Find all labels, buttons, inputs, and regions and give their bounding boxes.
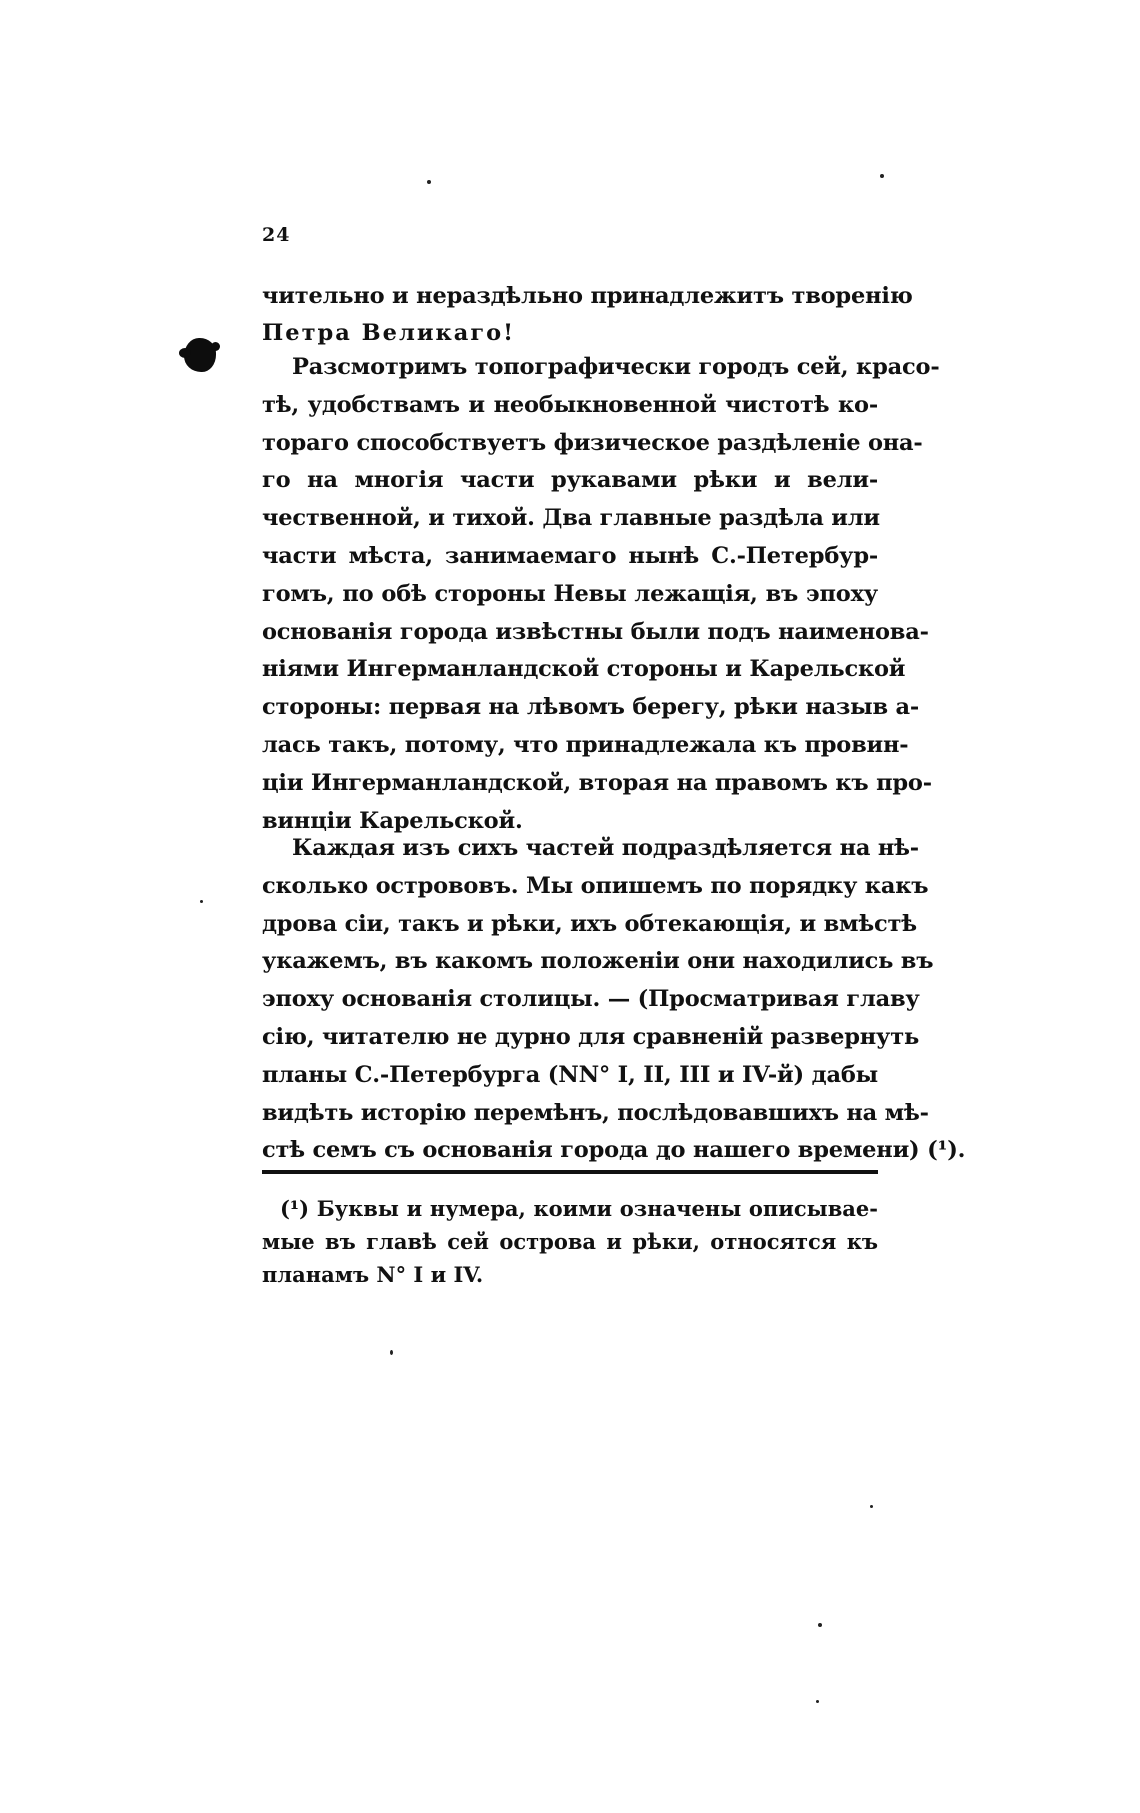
text-line: сію, читателю не дурно для сравненій развернуть: [262, 1023, 920, 1050]
text-line: основанія города извѣстны были подъ наименова-: [262, 618, 929, 645]
paper-speck: [870, 1505, 873, 1508]
paragraph-continued: [262, 278, 913, 316]
text-line: видѣть исторію перемѣнъ, послѣдовавшихъ на мѣ-: [262, 1099, 929, 1126]
footnote: [262, 1192, 878, 1291]
ink-blot: [184, 338, 216, 372]
footnote-line: планамъ N° I и IV.: [262, 1262, 484, 1287]
text-line: Каждая изъ сихъ частей подраздѣляется на нѣ-: [292, 835, 919, 861]
paper-speck: [880, 174, 884, 178]
paragraph-continued-end: [262, 315, 878, 353]
footnote-line: мые въ главѣ сей острова и рѣки, относятся къ: [262, 1229, 878, 1254]
text-line: дрова сіи, такъ и рѣки, ихъ обтекающія, и вмѣстѣ: [262, 910, 917, 937]
text-line: тораго способствуетъ физическое раздѣленіе она-: [262, 429, 923, 456]
text-line: винціи Карельской.: [262, 807, 523, 834]
text-line: планы С.-Петербурга (NN° I, II, III и IV-й) дабы: [262, 1061, 878, 1088]
page-number: 24: [262, 224, 291, 246]
text-line: укажемъ, въ какомъ положеніи они находились въ: [262, 948, 934, 975]
text-line: чительно и нераздѣльно принадлежитъ творенію: [262, 283, 913, 309]
text-line: тѣ, удобствамъ и необыкновенной чистотѣ ко-: [262, 391, 878, 418]
text-line: го на многія части рукавами рѣки и вели-: [262, 467, 878, 494]
paper-speck: [427, 180, 431, 184]
text-line: сколько острововъ. Мы опишемъ по порядку какъ: [262, 872, 929, 899]
paragraph-islands: [262, 830, 966, 1170]
text-line: ціи Ингерманландской, вторая на правомъ къ про-: [262, 769, 932, 796]
text-line: Разсмотримъ топографически городъ сей, красо-: [292, 354, 940, 380]
paper-speck: [818, 1623, 822, 1627]
text-line: гомъ, по обѣ стороны Невы лежащія, въ эпоху: [262, 580, 878, 607]
text-line: эпоху основанія столицы. — (Просматривая главу: [262, 986, 920, 1013]
text-line: лась такъ, потому, что принадлежала къ провин-: [262, 731, 909, 758]
footnote-line: (¹) Буквы и нумера, коими означены описывае-: [280, 1196, 878, 1221]
text-line: ніями Ингерманландской стороны и Карельской: [262, 656, 906, 683]
text-line: стѣ семъ съ основанія города до нашего времени) (¹).: [262, 1137, 966, 1164]
footnote-separator-rule: [262, 1170, 878, 1174]
text-line: стороны: первая на лѣвомъ берегу, рѣки назыв а-: [262, 694, 920, 721]
paper-speck: [200, 900, 203, 903]
text-line: чественной, и тихой. Два главные раздѣла или: [262, 505, 880, 532]
paper-speck: [816, 1700, 819, 1703]
paper-speck: [390, 1350, 393, 1355]
text-line: части мѣста, занимаемаго нынѣ С.-Петербур-: [262, 542, 878, 569]
paragraph-topography: [262, 349, 940, 840]
text-line: Петра Великаго!: [262, 320, 516, 346]
